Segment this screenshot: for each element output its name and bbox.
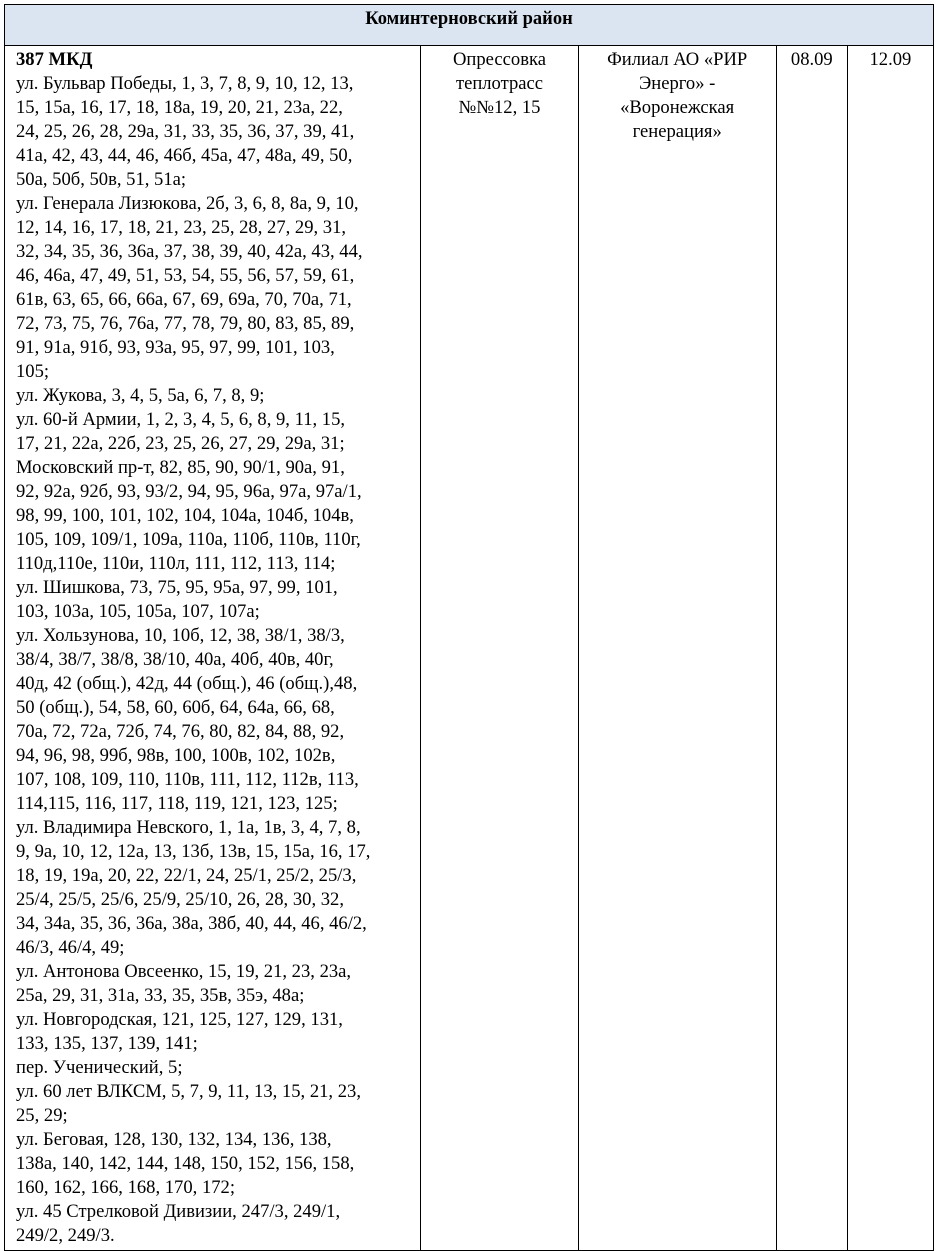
work-type-line: Опрессовка [453, 49, 546, 70]
address-line: Московский пр-т, 82, 85, 90, 90/1, 90а, 91, [16, 457, 345, 478]
address-line: 34, 34а, 35, 36, 36а, 38а, 38б, 40, 44, 46, 46/2, [16, 913, 367, 934]
district-title: Коминтерновский район [5, 5, 934, 46]
address-line: 72, 73, 75, 76, 76а, 77, 78, 79, 80, 83, 85, 89, [16, 313, 355, 334]
address-line: 249/2, 249/3. [16, 1225, 115, 1246]
address-line: 70а, 72, 72а, 72б, 74, 76, 80, 82, 84, 88, 92, [16, 721, 345, 742]
address-line: ул. Хользунова, 10, 10б, 12, 38, 38/1, 38/3, [16, 625, 345, 646]
address-line: ул. Жукова, 3, 4, 5, 5а, 6, 7, 8, 9; [16, 385, 265, 406]
address-line: ул. Антонова Овсеенко, 15, 19, 21, 23, 23а, [16, 961, 352, 982]
address-list [16, 72, 414, 1248]
address-line: 46/3, 46/4, 49; [16, 937, 125, 958]
organization-line: генерация» [632, 121, 722, 142]
address-line: 25а, 29, 31, 31а, 33, 35, 35в, 35э, 48а; [16, 985, 305, 1006]
organization-line: Филиал АО «РИР [607, 49, 748, 70]
address-line: 107, 108, 109, 110, 110в, 111, 112, 112в, 113, [16, 769, 359, 790]
start-date-cell [776, 46, 847, 1251]
address-line: 24, 25, 26, 28, 29а, 31, 33, 35, 36, 37, 39, 41, [16, 121, 355, 142]
address-line: ул. 60-й Армии, 1, 2, 3, 4, 5, 6, 8, 9, 11, 15, [16, 409, 346, 430]
table-row [5, 46, 934, 1251]
address-line: 32, 34, 35, 36, 36а, 37, 38, 39, 40, 42а, 43, 44, [16, 241, 363, 262]
address-line: ул. Генерала Лизюкова, 2б, 3, 6, 8, 8а, 9, 10, [16, 193, 359, 214]
address-line: ул. Новгородская, 121, 125, 127, 129, 131, [16, 1009, 343, 1030]
address-line: ул. Беговая, 128, 130, 132, 134, 136, 138, [16, 1129, 332, 1150]
work-type-line: теплотрасс [455, 73, 544, 94]
building-count-label: 387 МКД [16, 49, 93, 70]
organization-line: «Воронежская [620, 97, 735, 118]
work-type-line: №№12, 15 [458, 97, 541, 118]
address-line: 12, 14, 16, 17, 18, 21, 23, 25, 28, 27, 29, 31, [16, 217, 347, 238]
organization-cell [578, 46, 776, 1251]
address-line: 50 (общ.), 54, 58, 60, 60б, 64, 64а, 66, 68, [16, 697, 335, 718]
address-line: ул. Шишкова, 73, 75, 95, 95а, 97, 99, 101, [16, 577, 338, 598]
address-line: ул. Владимира Невского, 1, 1а, 1в, 3, 4, 7, 8, [16, 817, 361, 838]
address-line: 25, 29; [16, 1105, 68, 1126]
address-line: 105; [16, 361, 50, 382]
address-line: 103, 103а, 105, 105а, 107, 107а; [16, 601, 260, 622]
address-line: 138а, 140, 142, 144, 148, 150, 152, 156, 158, [16, 1153, 355, 1174]
district-header-row [5, 5, 934, 46]
address-line: 9, 9а, 10, 12, 12а, 13, 13б, 13в, 15, 15а, 16, 17, [16, 841, 371, 862]
address-line: 110д,110е, 110и, 110л, 111, 112, 113, 114; [16, 553, 336, 574]
end-date-cell [847, 46, 933, 1251]
address-line: 50а, 50б, 50в, 51, 51а; [16, 169, 187, 190]
address-line: ул. 45 Стрелковой Дивизии, 247/3, 249/1, [16, 1201, 341, 1222]
address-line: 18, 19, 19а, 20, 22, 22/1, 24, 25/1, 25/2, 25/3, [16, 865, 357, 886]
start-date: 08.09 [790, 49, 833, 70]
address-line: 114,115, 116, 117, 118, 119, 121, 123, 125; [16, 793, 338, 814]
address-line: 38/4, 38/7, 38/8, 38/10, 40а, 40б, 40в, 40г, [16, 649, 334, 670]
address-cell [5, 46, 421, 1251]
address-line: 25/4, 25/5, 25/6, 25/9, 25/10, 26, 28, 30, 32, [16, 889, 344, 910]
address-line: 15, 15а, 16, 17, 18, 18а, 19, 20, 21, 23а, 22, [16, 97, 343, 118]
address-line: 41а, 42, 43, 44, 46, 46б, 45а, 47, 48а, 49, 50, [16, 145, 353, 166]
address-line: пер. Ученический, 5; [16, 1057, 183, 1078]
address-line: 105, 109, 109/1, 109а, 110а, 110б, 110в, 110г, [16, 529, 361, 550]
address-line: 98, 99, 100, 101, 102, 104, 104а, 104б, 104в, [16, 505, 354, 526]
address-line: 61в, 63, 65, 66, 66а, 67, 69, 69а, 70, 70а, 71, [16, 289, 352, 310]
outage-table [4, 4, 934, 1251]
address-line: 40д, 42 (общ.), 42д, 44 (общ.), 46 (общ.),48, [16, 673, 358, 694]
address-line: 94, 96, 98, 99б, 98в, 100, 100в, 102, 102в, [16, 745, 336, 766]
address-line: 17, 21, 22а, 22б, 23, 25, 26, 27, 29, 29а, 31; [16, 433, 345, 454]
address-line: 46, 46а, 47, 49, 51, 53, 54, 55, 56, 57, 59, 61, [16, 265, 355, 286]
address-line: 91, 91а, 91б, 93, 93а, 95, 97, 99, 101, 103, [16, 337, 335, 358]
work-type-cell [421, 46, 578, 1251]
address-line: ул. Бульвар Победы, 1, 3, 7, 8, 9, 10, 12, 13, [16, 73, 354, 94]
address-line: 160, 162, 166, 168, 170, 172; [16, 1177, 235, 1198]
address-line: 133, 135, 137, 139, 141; [16, 1033, 198, 1054]
end-date: 12.09 [869, 49, 912, 70]
address-line: 92, 92а, 92б, 93, 93/2, 94, 95, 96а, 97а, 97а/1, [16, 481, 362, 502]
address-line: ул. 60 лет ВЛКСМ, 5, 7, 9, 11, 13, 15, 21, 23, [16, 1081, 361, 1102]
organization-line: Энерго» - [638, 73, 716, 94]
